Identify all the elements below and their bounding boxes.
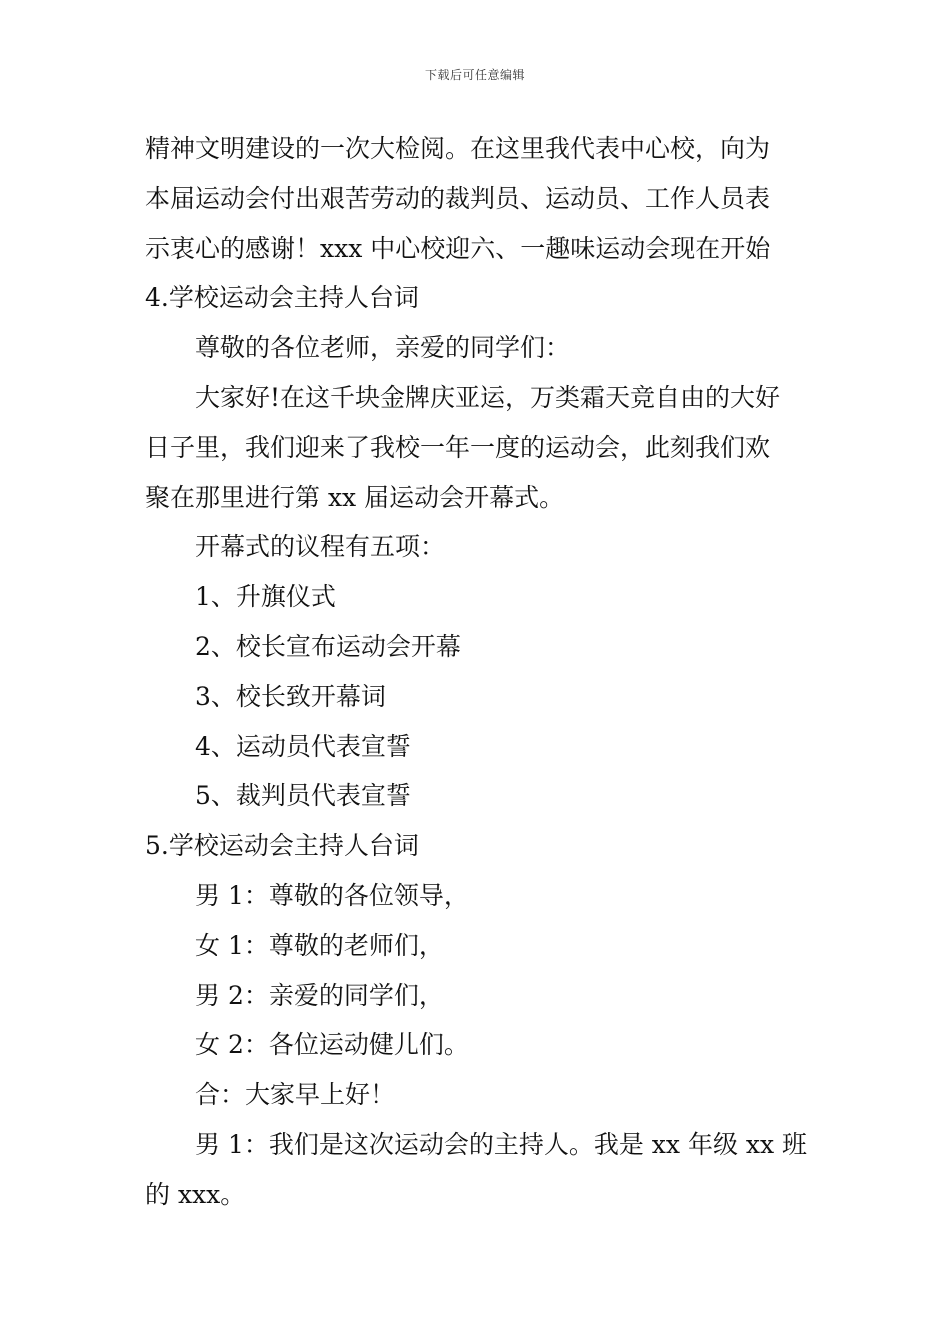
agenda-item: 4、运动员代表宣誓	[195, 731, 411, 761]
text-line: 大家好!在这千块金牌庆亚运，万类霜天竞自由的大好	[195, 382, 781, 412]
dialogue-line: 男 1：尊敬的各位领导，	[195, 880, 469, 910]
download-note: 下载后可任意编辑	[424, 68, 525, 82]
agenda-intro: 开幕式的议程有五项：	[195, 532, 446, 562]
agenda-item: 3、校长致开幕词	[195, 681, 386, 711]
agenda-item: 5、裁判员代表宣誓	[195, 781, 411, 811]
dialogue-line: 女 2：各位运动健儿们。	[195, 1030, 469, 1060]
text-line: 精神文明建设的一次大检阅。在这里我代表中心校，向为	[145, 134, 771, 163]
text-line: 示衷心的感谢！xxx 中心校迎六、一趣味运动会现在开始	[145, 233, 771, 263]
text-line: 日子里，我们迎来了我校一年一度的运动会，此刻我们欢	[145, 432, 771, 462]
section-heading: 5.学校运动会主持人台词	[145, 831, 419, 861]
dialogue-line: 男 1：我们是这次运动会的主持人。我是 xx 年级 xx 班	[195, 1129, 808, 1159]
agenda-item: 1、升旗仪式	[195, 582, 336, 612]
dialogue-line: 女 1：尊敬的老师们，	[195, 930, 444, 960]
salutation-line: 尊敬的各位老师，亲爱的同学们：	[195, 333, 571, 363]
text-line: 的 xxx。	[145, 1179, 246, 1209]
dialogue-line: 合：大家早上好！	[195, 1080, 396, 1110]
dialogue-line: 男 2：亲爱的同学们，	[195, 980, 444, 1010]
text-line: 聚在那里进行第 xx 届运动会开幕式。	[145, 482, 565, 512]
document-body	[145, 124, 810, 1220]
text-line: 本届运动会付出艰苦劳动的裁判员、运动员、工作人员表	[145, 183, 771, 213]
section-heading: 4.学校运动会主持人台词	[145, 283, 419, 313]
agenda-item: 2、校长宣布运动会开幕	[195, 631, 461, 661]
